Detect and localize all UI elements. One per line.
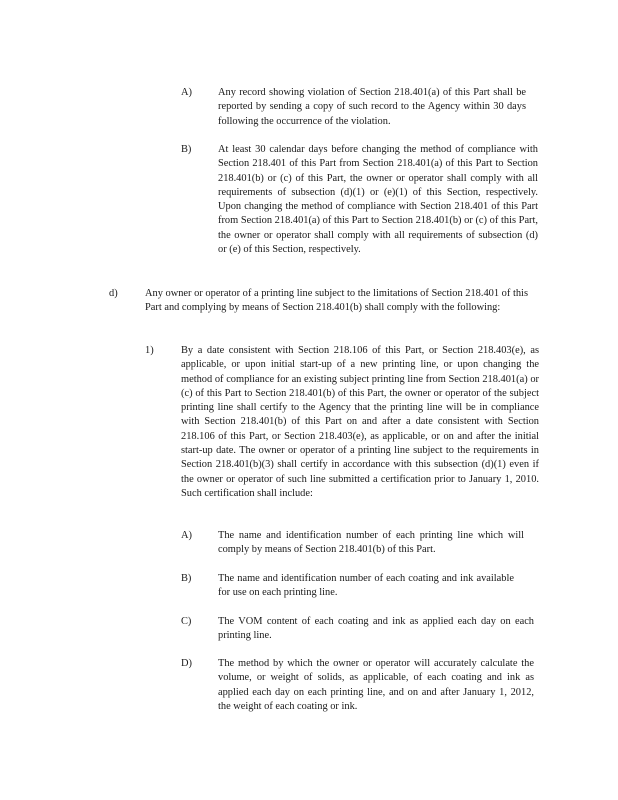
subitem-text-d: The method by which the owner or operator will accurately calculate the volume, or weight of solids, as applicable, of each coating and ink as applied each day on each printing line, and on and after January 1, 2012, the weight of each coating or ink.	[218, 658, 534, 712]
item-label-1: 1)	[145, 345, 154, 356]
subsection-label-d: d)	[109, 288, 118, 299]
item-text-1: By a date consistent with Section 218.106 of this Part, or Section 218.403(e), as applicable, or upon initial start-up of a new printing line, or upon changing the method of compliance for an existing subject printing line from Section 218.401(a) or (c) of this Part to Section 218.401(b) of this Part, the owner or operator of the subject printing line shall certify to the Agency that the printing line will be in compliance with Section 218.401(b) of this Part on and after a date consistent with Section 218.106 of this Part, or Section 218.403(e), as applicable, or on and after the initial start-up date. The owner or operator of a printing line subject to the requirements in Section 218.401(b)(3) shall certify in accordance with this subsection (d)(1) even if the owner or operator of such line submitted a certification prior to January 1, 2010. Such certification shall include:	[181, 345, 539, 499]
item-label-b: B)	[181, 144, 192, 155]
subsection-text-d: Any owner or operator of a printing line subject to the limitations of Section 218.401 of this Part and complying by means of Section 218.401(b) shall comply with the following:	[145, 288, 528, 314]
subitem-text-b: The name and identification number of each coating and ink available for use on each printing line.	[218, 573, 514, 599]
subitem-text-c: The VOM content of each coating and ink as applied each day on each printing line.	[218, 616, 534, 642]
item-label-a: A)	[181, 87, 192, 98]
subitem-label-d: D)	[181, 658, 192, 669]
subitem-label-b: B)	[181, 573, 192, 584]
item-text-a: Any record showing violation of Section 218.401(a) of this Part shall be reported by sending a copy of such record to the Agency within 30 days following the occurrence of the violation.	[218, 87, 526, 127]
subitem-label-c: C)	[181, 616, 192, 627]
subitem-label-a: A)	[181, 530, 192, 541]
subitem-text-a: The name and identification number of each printing line which will comply by means of Section 218.401(b) of this Part.	[218, 530, 524, 556]
item-text-b: At least 30 calendar days before changing the method of compliance with Section 218.401 of this Part from Section 218.401(a) of this Part to Section 218.401(b) or (c) of this Part, the owner or operator shall comply with all requirements of subsection (d)(1) or (e)(1) of this Section, respectively. Upon changing the method of compliance with Section 218.401 of this Part from Section 218.401(a) of this Part to Section 218.401(b) or (c) of this Part, the owner or operator shall comply with all requirements of subsection (d) or (e) of this Section, respectively.	[218, 144, 538, 256]
